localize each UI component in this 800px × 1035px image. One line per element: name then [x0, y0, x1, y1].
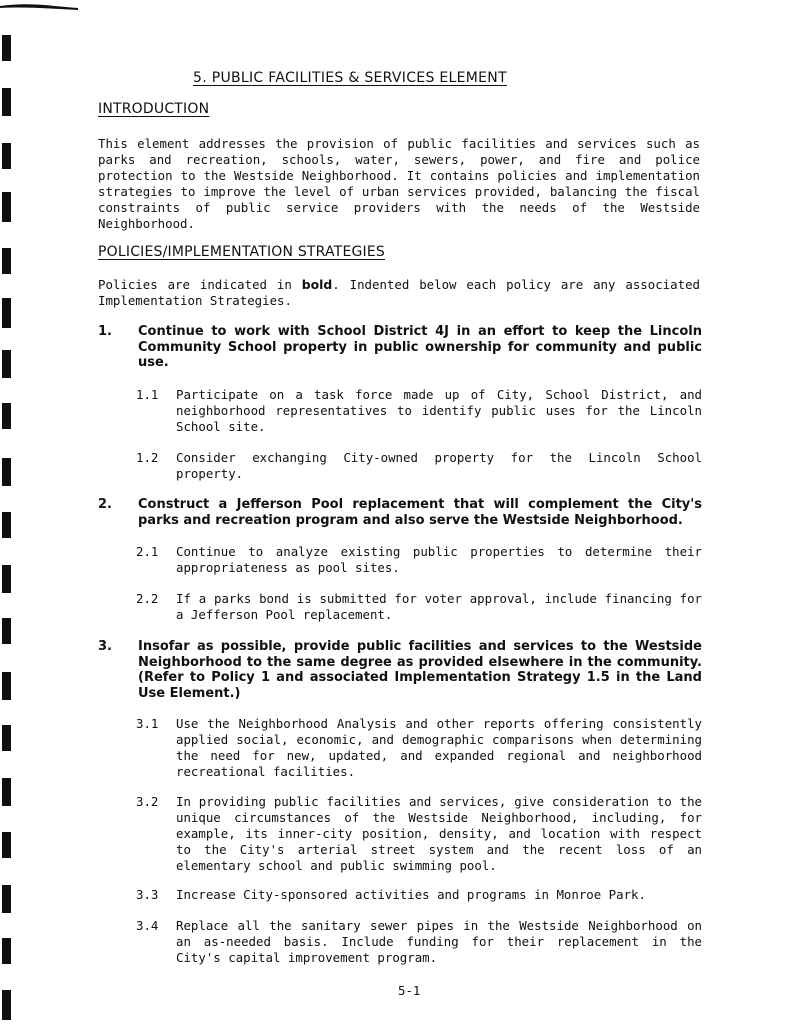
strategy-3-2: [136, 794, 702, 874]
strategy-number: 2.2: [136, 591, 159, 606]
policy-text: Construct a Jefferson Pool replacement that will complement the City's parks and recreation program and also serve the Westside Neighborhood.: [138, 497, 702, 528]
strategy-number: 2.1: [136, 544, 159, 559]
strategy-number: 1.1: [136, 387, 159, 402]
policy-text: Continue to work with School District 4J in an effort to keep the Lincoln Community School property in public ownership for community and public use.: [138, 324, 702, 370]
policies-intro: Policies are indicated in bold. Indented below each policy are any associated Implementation Strategies.: [98, 277, 700, 308]
policies-heading: POLICIES/IMPLEMENTATION STRATEGIES: [98, 244, 386, 260]
strategy-number: 1.2: [136, 450, 159, 465]
binding-holes-strip: [0, 0, 18, 1035]
strategy-2-2: [136, 591, 702, 623]
document-title: 5. PUBLIC FACILITIES & SERVICES ELEMENT: [193, 70, 507, 86]
strategy-text: Participate on a task force made up of City, School District, and neighborhood representatives to identify public uses for the Lincoln School site.: [176, 387, 702, 434]
policy-number: 2.: [98, 497, 112, 512]
strategy-text: Consider exchanging City-owned property for the Lincoln School property.: [176, 450, 702, 481]
policy-3: [98, 639, 702, 701]
strategy-text: Increase City-sponsored activities and programs in Monroe Park.: [176, 887, 646, 902]
strategy-number: 3.1: [136, 716, 159, 731]
introduction-heading: INTRODUCTION: [98, 101, 210, 117]
strategy-2-1: [136, 544, 702, 576]
strategy-text: If a parks bond is submitted for voter approval, include financing for a Jefferson Pool replacement.: [176, 591, 702, 622]
strategy-1-2: [136, 450, 702, 482]
strategy-number: 3.2: [136, 794, 159, 809]
strategy-1-1: [136, 387, 702, 435]
strategy-3-4: [136, 918, 702, 966]
policy-number: 1.: [98, 324, 112, 339]
strategy-text: Continue to analyze existing public properties to determine their appropriateness as pool sites.: [176, 544, 702, 575]
page-number: 5-1: [398, 983, 421, 998]
policy-1: [98, 324, 702, 371]
strategy-3-3: [136, 887, 702, 903]
strategy-3-1: [136, 716, 702, 780]
strategy-text: Replace all the sanitary sewer pipes in the Westside Neighborhood on an as-needed basis. Include funding for their replacement in the City's capital improvement program.: [176, 918, 702, 965]
bold-word: bold: [301, 277, 333, 292]
policy-2: [98, 497, 702, 528]
policy-text: Insofar as possible, provide public facilities and services to the Westside Neighborhood to the same degree as provided elsewhere in the community. (Refer to Policy 1 and associated Implementation Strategy 1.5 in the Land Use Element.): [138, 639, 702, 701]
introduction-body: This element addresses the provision of public facilities and services such as parks and recreation, schools, water, sewers, power, and fire and police protection to the Westside Neighborhood. It contains policies and implementation strategies to improve the level of urban services provided, balancing the fiscal constraints of public service providers with the needs of the Westside Neighborhood.: [98, 136, 700, 231]
policy-number: 3.: [98, 639, 112, 654]
strategy-text: Use the Neighborhood Analysis and other reports offering consistently applied social, economic, and demographic comparisons when determining the need for new, updated, and expanded regional and neighborhood recreational facilities.: [176, 716, 702, 779]
strategy-text: In providing public facilities and services, give consideration to the unique circumstances of the Westside Neighborhood, including, for example, its inner-city position, density, and location with respect to the City's arterial street system and the recent loss of an elementary school and public swimming pool.: [176, 794, 702, 873]
strategy-number: 3.3: [136, 887, 159, 902]
strategy-number: 3.4: [136, 918, 159, 933]
